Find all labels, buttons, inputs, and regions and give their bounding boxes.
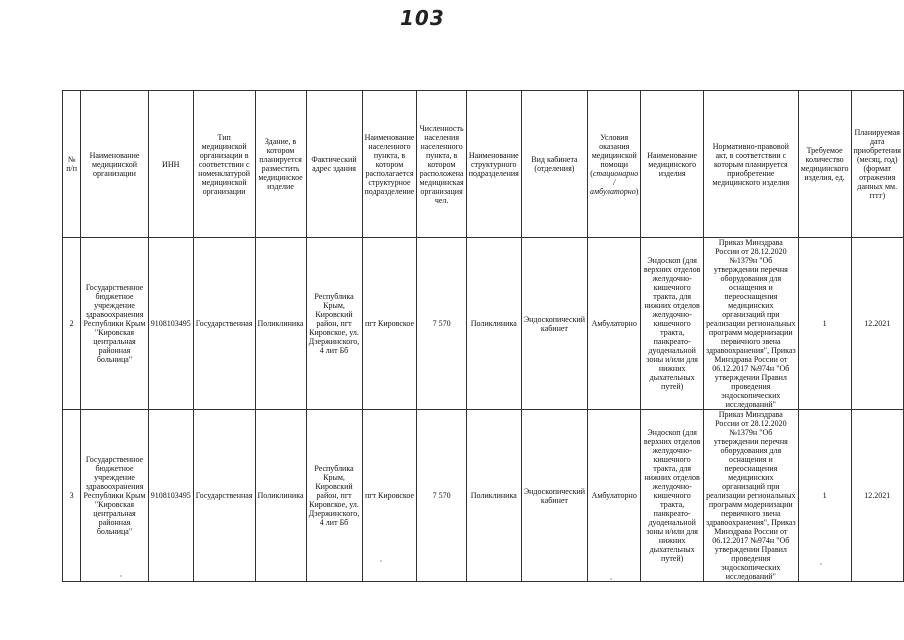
- header-population: Численность населения населенного пункта, в котором расположена медицинская организация чел.: [417, 91, 466, 238]
- cell-settlement: пгт Кировское: [362, 410, 417, 582]
- cell-legal-act: Приказ Минздрава России от 28.12.2020 №1379н "Об утверждении перечня оборудования для оснащения и переоснащения медицинских организаций при реализации региональных программ модернизации первичного звена здравоохранения", Приказ Минздрава России от 06.12.2017 №974н "Об утверждении Правил проведения эндоскопических исследований": [703, 410, 798, 582]
- cell-qty: 1: [798, 238, 851, 410]
- cell-num: 3: [63, 410, 81, 582]
- header-conditions: [588, 91, 641, 238]
- cell-inn: 9108103495: [148, 410, 193, 582]
- cell-cabinet: Эндоскопический кабинет: [521, 410, 587, 582]
- cell-org-name: Государственное бюджетное учреждение здравоохранения Республики Крым "Кировская центральная районная больница": [81, 238, 148, 410]
- cell-device: Эндоскоп (для верхних отделов желудочно-кишечного тракта, для нижних отделов желудочно-кишечного тракта, панкреато-дуоденальной зоны и/или для нижних дыхательных путей): [641, 238, 704, 410]
- header-org-type: Тип медицинской организации в соответствии с номенклатурой медицинской организации: [193, 91, 255, 238]
- cell-cabinet: Эндоскопический кабинет: [521, 238, 587, 410]
- cell-unit: Поликлиника: [466, 410, 521, 582]
- cell-population: 7 570: [417, 410, 466, 582]
- cell-qty: 1: [798, 410, 851, 582]
- cell-org-name: Государственное бюджетное учреждение здравоохранения Республики Крым "Кировская центральная районная больница": [81, 410, 148, 582]
- cell-org-type: Государственная: [193, 410, 255, 582]
- scan-speck: [610, 578, 612, 580]
- cell-building: Поликлиника: [255, 410, 306, 582]
- header-conditions-prefix: Условия оказания медицинской помощи (: [590, 132, 637, 178]
- cell-num: 2: [63, 238, 81, 410]
- header-conditions-suffix: ): [635, 186, 639, 196]
- cell-legal-act: Приказ Минздрава России от 28.12.2020 №1379н "Об утверждении перечня оборудования для оснащения и переоснащения медицинских организаций при реализации региональных программ модернизации первичного звена здравоохранения", Приказ Минздрава России от 06.12.2017 №974н "Об утверждении Правил проведения эндоскопических исследований": [703, 238, 798, 410]
- header-qty: Требуемое количество медицинского изделия, ед.: [798, 91, 851, 238]
- header-inn: ИНН: [148, 91, 193, 238]
- scan-speck: [820, 563, 822, 565]
- cell-unit: Поликлиника: [466, 238, 521, 410]
- cell-building: Поликлиника: [255, 238, 306, 410]
- header-building: Здание, в котором планируется разместить медицинское изделие: [255, 91, 306, 238]
- cell-population: 7 570: [417, 238, 466, 410]
- scan-speck: [380, 560, 382, 562]
- cell-conditions: Амбулаторно: [588, 238, 641, 410]
- header-date: Планируемая дата приобретения (месяц, год) (формат отражения данных мм. гггг): [851, 91, 904, 238]
- cell-date: 12.2021: [851, 410, 904, 582]
- header-unit: Наименование структурного подразделения: [466, 91, 521, 238]
- cell-address: Республика Крым, Кировский район, пгт Кировское, ул. Дзержинского, 4 лит Бб: [306, 410, 362, 582]
- scan-speck: [120, 575, 122, 577]
- cell-settlement: пгт Кировское: [362, 238, 417, 410]
- table-row: [63, 238, 904, 410]
- cell-address: Республика Крым, Кировский район, пгт Кировское, ул. Дзержинского, 4 лит Бб: [306, 238, 362, 410]
- header-num: № п/п: [63, 91, 81, 238]
- page-number: 103: [400, 6, 445, 30]
- header-org-name: Наименование медицинской организации: [81, 91, 148, 238]
- header-conditions-italic: стационарно / амбулаторно: [590, 168, 639, 196]
- header-row: [63, 91, 904, 238]
- cell-conditions: Амбулаторно: [588, 410, 641, 582]
- header-legal-act: Нормативно-правовой акт, в соответствии с которым планируется приобретение медицинского изделия: [703, 91, 798, 238]
- cell-inn: 9108103495: [148, 238, 193, 410]
- header-cabinet: Вид кабинета (отделения): [521, 91, 587, 238]
- header-settlement: Наименование населенного пункта, в котором располагается структурное подразделение: [362, 91, 417, 238]
- cell-org-type: Государственная: [193, 238, 255, 410]
- cell-date: 12.2021: [851, 238, 904, 410]
- table-row: [63, 410, 904, 582]
- header-address: Фактический адрес здания: [306, 91, 362, 238]
- procurement-table: [62, 90, 904, 582]
- header-device: Наименование медицинского изделия: [641, 91, 704, 238]
- cell-device: Эндоскоп (для верхних отделов желудочно-кишечного тракта, для нижних отделов желудочно-кишечного тракта, панкреато-дуоденальной зоны и/или для нижних дыхательных путей): [641, 410, 704, 582]
